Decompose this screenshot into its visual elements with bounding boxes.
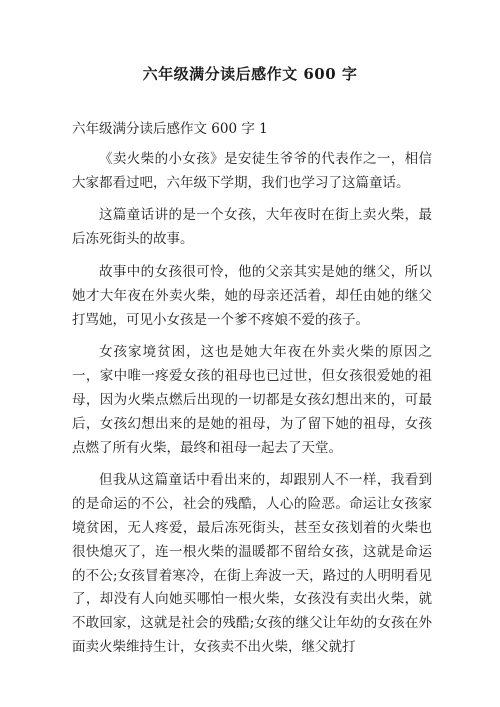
paragraph: 这篇童话讲的是一个女孩，大年夜时在街上卖火柴，最后冻死街头的故事。	[72, 207, 432, 248]
paragraph: 女孩家境贫困，这也是她大年夜在外卖火柴的原因之一，家中唯一疼爱女孩的祖母也已过世，但女孩很爱她的祖母，因为火柴点燃后出现的一切都是女孩幻想出来的，可最后，女孩幻想出来的是她的祖母，为了留下她的祖母，女孩点燃了所有火柴，最终和祖母一起去了天堂。	[72, 344, 432, 456]
document-body	[72, 118, 432, 669]
paragraph: 《卖火柴的小女孩》是安徒生爷爷的代表作之一，相信大家都看过吧，六年级下学期，我们也学习了这篇童话。	[72, 150, 432, 191]
document-title: 六年级满分读后感作文 600 字	[142, 65, 358, 83]
section-heading: 六年级满分读后感作文 600 字 1	[72, 121, 268, 137]
paragraph: 故事中的女孩很可怜，他的父亲其实是她的继父，所以她才大年夜在外卖火柴，她的母亲还活着，却任由她的继父打骂她，可见小女孩是一个爹不疼娘不爱的孩子。	[72, 263, 432, 328]
paragraph: 但我从这篇童话中看出来的，却跟别人不一样，我看到的是命运的不公，社会的残酷，人心的险恶。命运让女孩家境贫困，无人疼爱，最后冻死街头，甚至女孩划着的火柴也很快熄灭了，连一根火柴的温暖都不留给女孩，这就是命运的不公;女孩冒着寒冷，在街上奔波一天，路过的人明明看见了，却没有人向她买哪怕一根火柴，女孩没有卖出火柴，就不敢回家，这就是社会的残酷;女孩的继父让年幼的女孩在外面卖火柴维持生计，女孩卖不出火柴，继父就打	[72, 472, 432, 655]
